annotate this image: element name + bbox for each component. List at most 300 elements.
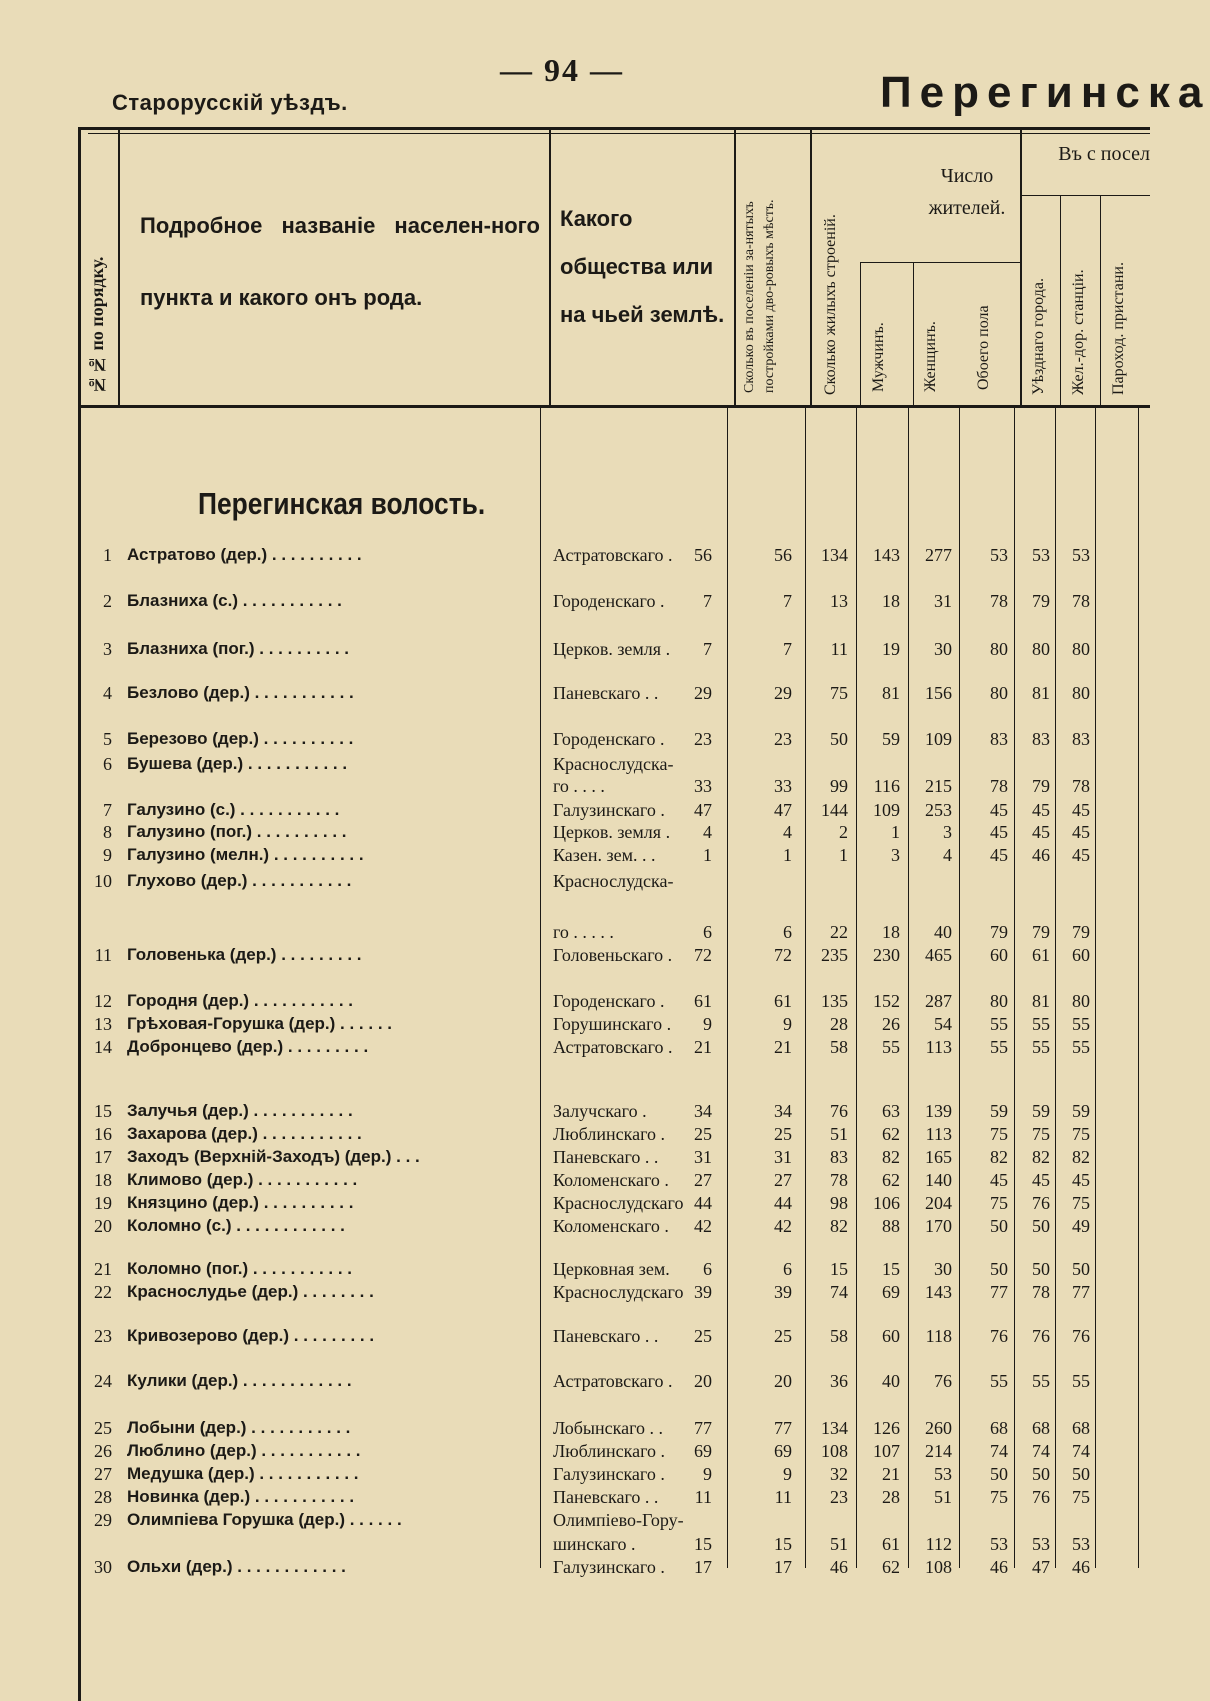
cell-t: 143 bbox=[925, 1282, 952, 1302]
row-number: 3 bbox=[103, 639, 112, 659]
cell-b: 15 bbox=[774, 1534, 792, 1554]
row-number: 19 bbox=[94, 1193, 112, 1213]
cell-b: 6 bbox=[783, 1259, 792, 1279]
col-header-buildings: Сколько жилыхъ строеній. bbox=[822, 214, 839, 395]
settlement-name: Бушева (дер.) . . . . . . . . . . . bbox=[127, 754, 348, 773]
society-name: Горушинскаго . bbox=[553, 1014, 672, 1034]
society-name: Краснослудскаго bbox=[553, 1282, 684, 1302]
cell-m: 2 bbox=[839, 822, 848, 842]
cell-b: 7 bbox=[783, 639, 792, 659]
cell-h: 56 bbox=[694, 545, 712, 565]
cell-c2: 75 bbox=[1032, 1124, 1050, 1144]
cell-b: 1 bbox=[783, 845, 792, 865]
col-header-society: Какого общества или на чьей землѣ. bbox=[560, 206, 725, 327]
cell-c1: 50 bbox=[990, 1464, 1008, 1484]
cell-c3: 80 bbox=[1072, 683, 1090, 703]
cell-b: 6 bbox=[783, 922, 792, 942]
cell-c3: 50 bbox=[1072, 1259, 1090, 1279]
cell-c1: 80 bbox=[990, 683, 1008, 703]
cell-c1: 55 bbox=[990, 1371, 1008, 1391]
cell-c1: 83 bbox=[990, 729, 1008, 749]
col-header-rail: Жел.-дор. станціи. bbox=[1070, 269, 1087, 395]
cell-b: 61 bbox=[774, 991, 792, 1011]
table-row bbox=[0, 544, 1150, 566]
settlement-name: Галузино (пог.) . . . . . . . . . . bbox=[127, 822, 347, 841]
table-row bbox=[0, 1325, 1150, 1347]
cell-w: 82 bbox=[882, 1147, 900, 1167]
table-row bbox=[0, 1486, 1150, 1508]
table-row bbox=[0, 1169, 1150, 1191]
row-number: 11 bbox=[94, 945, 112, 965]
cell-c3: 55 bbox=[1072, 1014, 1090, 1034]
table-row bbox=[0, 1013, 1150, 1035]
cell-c2: 45 bbox=[1032, 822, 1050, 842]
cell-w: 116 bbox=[873, 776, 900, 796]
row-number: 2 bbox=[103, 591, 112, 611]
society-name: Лобынскаго . . bbox=[553, 1418, 664, 1438]
society-name: Астратовскаго . bbox=[553, 545, 673, 565]
cell-t: 53 bbox=[934, 1464, 952, 1484]
cell-w: 152 bbox=[873, 991, 900, 1011]
cell-c1: 79 bbox=[990, 922, 1008, 942]
cell-c2: 81 bbox=[1032, 991, 1050, 1011]
cell-m: 99 bbox=[830, 776, 848, 796]
cell-c3: 45 bbox=[1072, 800, 1090, 820]
society-name: го . . . . . bbox=[553, 922, 614, 942]
row-number: 6 bbox=[103, 754, 112, 774]
society-name: Краснослудска- bbox=[553, 754, 674, 774]
cell-h: 27 bbox=[694, 1170, 712, 1190]
table-row bbox=[0, 870, 1150, 892]
cell-w: 126 bbox=[873, 1418, 900, 1438]
row-number: 21 bbox=[94, 1259, 112, 1279]
cell-b: 29 bbox=[774, 683, 792, 703]
society-name: Церковная зем. bbox=[553, 1259, 670, 1279]
cell-h: 1 bbox=[703, 845, 712, 865]
col-header-pier: Пароход. пристани. bbox=[1110, 262, 1127, 395]
row-number: 14 bbox=[94, 1037, 112, 1057]
cell-t: 139 bbox=[925, 1101, 952, 1121]
cell-c2: 83 bbox=[1032, 729, 1050, 749]
cell-c2: 46 bbox=[1032, 845, 1050, 865]
cell-h: 61 bbox=[694, 991, 712, 1011]
cell-m: 11 bbox=[830, 639, 848, 659]
row-number: 4 bbox=[103, 683, 112, 703]
cell-c3: 55 bbox=[1072, 1037, 1090, 1057]
cell-c3: 75 bbox=[1072, 1193, 1090, 1213]
cell-h: 20 bbox=[694, 1371, 712, 1391]
cell-c3: 80 bbox=[1072, 991, 1090, 1011]
cell-b: 17 bbox=[774, 1557, 792, 1577]
settlement-name: Грѣховая-Горушка (дер.) . . . . . . bbox=[127, 1014, 392, 1033]
cell-c1: 68 bbox=[990, 1418, 1008, 1438]
cell-b: 9 bbox=[783, 1014, 792, 1034]
cell-t: 140 bbox=[925, 1170, 952, 1190]
cell-t: 30 bbox=[934, 1259, 952, 1279]
row-number: 27 bbox=[94, 1464, 112, 1484]
cell-t: 113 bbox=[925, 1037, 952, 1057]
cell-c3: 75 bbox=[1072, 1124, 1090, 1144]
cell-m: 74 bbox=[830, 1282, 848, 1302]
cell-m: 13 bbox=[830, 591, 848, 611]
cell-c2: 50 bbox=[1032, 1216, 1050, 1236]
col-header-both: Обоего пола bbox=[975, 305, 992, 390]
settlement-name: Блазниха (пог.) . . . . . . . . . . bbox=[127, 639, 350, 658]
cell-w: 62 bbox=[882, 1124, 900, 1144]
cell-c1: 78 bbox=[990, 776, 1008, 796]
cell-h: 9 bbox=[703, 1464, 712, 1484]
settlement-name: Головенька (дер.) . . . . . . . . . bbox=[127, 945, 362, 964]
settlement-name: Безлово (дер.) . . . . . . . . . . . bbox=[127, 683, 354, 702]
cell-b: 33 bbox=[774, 776, 792, 796]
row-number: 5 bbox=[103, 729, 112, 749]
society-name: Коломенскаго . bbox=[553, 1170, 669, 1190]
settlement-name: Березово (дер.) . . . . . . . . . . bbox=[127, 729, 354, 748]
cell-w: 106 bbox=[873, 1193, 900, 1213]
cell-w: 28 bbox=[882, 1487, 900, 1507]
col-header-women: Женщинъ. bbox=[922, 321, 939, 392]
cell-m: 23 bbox=[830, 1487, 848, 1507]
cell-w: 3 bbox=[891, 845, 900, 865]
settlement-name: Глухово (дер.) . . . . . . . . . . . bbox=[127, 871, 352, 890]
cell-t: 112 bbox=[925, 1534, 952, 1554]
table-row bbox=[0, 990, 1150, 1012]
table-row bbox=[0, 1509, 1150, 1531]
cell-b: 44 bbox=[774, 1193, 792, 1213]
society-name: Городенскаго . bbox=[553, 991, 665, 1011]
cell-w: 40 bbox=[882, 1371, 900, 1391]
cell-c1: 45 bbox=[990, 845, 1008, 865]
row-number: 23 bbox=[94, 1326, 112, 1346]
table-row bbox=[0, 638, 1150, 660]
cell-h: 77 bbox=[694, 1418, 712, 1438]
cell-h: 47 bbox=[694, 800, 712, 820]
cell-t: 40 bbox=[934, 922, 952, 942]
cell-w: 107 bbox=[873, 1441, 900, 1461]
cell-c2: 53 bbox=[1032, 1534, 1050, 1554]
cell-h: 34 bbox=[694, 1101, 712, 1121]
cell-t: 156 bbox=[925, 683, 952, 703]
cell-c1: 50 bbox=[990, 1259, 1008, 1279]
section-title: Перегинская волость. bbox=[198, 486, 486, 521]
cell-b: 39 bbox=[774, 1282, 792, 1302]
table-row bbox=[0, 1533, 1150, 1555]
settlement-name: Князцино (дер.) . . . . . . . . . . bbox=[127, 1193, 354, 1212]
cell-c2: 68 bbox=[1032, 1418, 1050, 1438]
cell-m: 78 bbox=[830, 1170, 848, 1190]
row-number: 15 bbox=[94, 1101, 112, 1121]
cell-c2: 47 bbox=[1032, 1557, 1050, 1577]
cell-t: 287 bbox=[925, 991, 952, 1011]
cell-c2: 76 bbox=[1032, 1193, 1050, 1213]
col-header-households: Сколько въ поселеніи за-нятыхъ постройками дво-ровыхъ мѣстъ. bbox=[742, 199, 777, 393]
volost-running-title: Перегинска bbox=[880, 68, 1210, 117]
settlement-name: Люблино (дер.) . . . . . . . . . . . bbox=[127, 1441, 361, 1460]
cell-t: 3 bbox=[943, 822, 952, 842]
cell-b: 25 bbox=[774, 1124, 792, 1144]
cell-h: 42 bbox=[694, 1216, 712, 1236]
cell-c2: 79 bbox=[1032, 591, 1050, 611]
settlement-name: Лобыни (дер.) . . . . . . . . . . . bbox=[127, 1418, 351, 1437]
cell-t: 51 bbox=[934, 1487, 952, 1507]
cell-b: 34 bbox=[774, 1101, 792, 1121]
cell-c3: 80 bbox=[1072, 639, 1090, 659]
settlement-name: Добронцево (дер.) . . . . . . . . . bbox=[127, 1037, 369, 1056]
cell-m: 36 bbox=[830, 1371, 848, 1391]
cell-m: 144 bbox=[821, 800, 848, 820]
cell-t: 215 bbox=[925, 776, 952, 796]
cell-c3: 45 bbox=[1072, 822, 1090, 842]
cell-c2: 59 bbox=[1032, 1101, 1050, 1121]
society-name: Церков. земля . bbox=[553, 822, 671, 842]
cell-c3: 78 bbox=[1072, 591, 1090, 611]
cell-t: 253 bbox=[925, 800, 952, 820]
cell-m: 32 bbox=[830, 1464, 848, 1484]
cell-m: 76 bbox=[830, 1101, 848, 1121]
cell-m: 22 bbox=[830, 922, 848, 942]
cell-m: 75 bbox=[830, 683, 848, 703]
row-number: 26 bbox=[94, 1441, 112, 1461]
cell-c1: 80 bbox=[990, 639, 1008, 659]
cell-c3: 68 bbox=[1072, 1418, 1090, 1438]
cell-b: 27 bbox=[774, 1170, 792, 1190]
cell-m: 28 bbox=[830, 1014, 848, 1034]
cell-c2: 50 bbox=[1032, 1464, 1050, 1484]
society-name: Люблинскаго . bbox=[553, 1441, 665, 1461]
row-number: 29 bbox=[94, 1510, 112, 1530]
cell-c1: 77 bbox=[990, 1282, 1008, 1302]
cell-t: 109 bbox=[925, 729, 952, 749]
table-row bbox=[0, 799, 1150, 821]
cell-c2: 78 bbox=[1032, 1282, 1050, 1302]
col-group-residents: Число жителей. bbox=[928, 165, 1006, 219]
cell-c1: 45 bbox=[990, 800, 1008, 820]
cell-b: 56 bbox=[774, 545, 792, 565]
cell-c1: 75 bbox=[990, 1487, 1008, 1507]
cell-t: 31 bbox=[934, 591, 952, 611]
row-number: 18 bbox=[94, 1170, 112, 1190]
cell-w: 15 bbox=[882, 1259, 900, 1279]
society-name: Городенскаго . bbox=[553, 591, 665, 611]
row-number: 9 bbox=[103, 845, 112, 865]
cell-b: 7 bbox=[783, 591, 792, 611]
cell-c3: 60 bbox=[1072, 945, 1090, 965]
cell-c2: 45 bbox=[1032, 800, 1050, 820]
cell-c2: 76 bbox=[1032, 1487, 1050, 1507]
cell-m: 82 bbox=[830, 1216, 848, 1236]
settlement-name: Кривозерово (дер.) . . . . . . . . . bbox=[127, 1326, 375, 1345]
cell-t: 108 bbox=[925, 1557, 952, 1577]
cell-c1: 45 bbox=[990, 1170, 1008, 1190]
cell-h: 33 bbox=[694, 776, 712, 796]
cell-h: 11 bbox=[694, 1487, 712, 1507]
society-name: Галузинскаго . bbox=[553, 1557, 665, 1577]
cell-c1: 45 bbox=[990, 822, 1008, 842]
society-name: Краснослудскаго bbox=[553, 1193, 684, 1213]
society-name: Городенскаго . bbox=[553, 729, 665, 749]
cell-c1: 75 bbox=[990, 1193, 1008, 1213]
cell-t: 277 bbox=[925, 545, 952, 565]
society-name: Залучскаго . bbox=[553, 1101, 647, 1121]
cell-m: 98 bbox=[830, 1193, 848, 1213]
col-header-town: Уѣзднаго города. bbox=[1030, 278, 1047, 395]
cell-c1: 53 bbox=[990, 1534, 1008, 1554]
cell-c2: 81 bbox=[1032, 683, 1050, 703]
cell-h: 4 bbox=[703, 822, 712, 842]
cell-c3: 55 bbox=[1072, 1371, 1090, 1391]
settlement-name: Новинка (дер.) . . . . . . . . . . . bbox=[127, 1487, 355, 1506]
cell-m: 51 bbox=[830, 1124, 848, 1144]
cell-c1: 53 bbox=[990, 545, 1008, 565]
cell-m: 46 bbox=[830, 1557, 848, 1577]
cell-w: 55 bbox=[882, 1037, 900, 1057]
society-name: Краснослудска- bbox=[553, 871, 674, 891]
cell-c3: 78 bbox=[1072, 776, 1090, 796]
cell-w: 109 bbox=[873, 800, 900, 820]
cell-c3: 74 bbox=[1072, 1441, 1090, 1461]
cell-t: 4 bbox=[943, 845, 952, 865]
cell-h: 7 bbox=[703, 591, 712, 611]
cell-c2: 76 bbox=[1032, 1326, 1050, 1346]
settlement-name: Блазниха (с.) . . . . . . . . . . . bbox=[127, 591, 342, 610]
society-name: Олимпіево-Гору- bbox=[553, 1510, 684, 1530]
cell-c1: 82 bbox=[990, 1147, 1008, 1167]
cell-c3: 76 bbox=[1072, 1326, 1090, 1346]
col-group-distance: Въ с посел bbox=[1058, 143, 1150, 165]
col-header-men: Мужчинъ. bbox=[870, 322, 887, 392]
row-number: 12 bbox=[94, 991, 112, 1011]
cell-w: 61 bbox=[882, 1534, 900, 1554]
society-name: Галузинскаго . bbox=[553, 800, 665, 820]
cell-t: 214 bbox=[925, 1441, 952, 1461]
society-name: Паневскаго . . bbox=[553, 1326, 659, 1346]
cell-c1: 55 bbox=[990, 1014, 1008, 1034]
table-row bbox=[0, 1146, 1150, 1168]
cell-w: 143 bbox=[873, 545, 900, 565]
row-number: 10 bbox=[94, 871, 112, 891]
cell-t: 113 bbox=[925, 1124, 952, 1144]
cell-c1: 78 bbox=[990, 591, 1008, 611]
cell-m: 135 bbox=[821, 991, 848, 1011]
cell-w: 21 bbox=[882, 1464, 900, 1484]
cell-m: 15 bbox=[830, 1259, 848, 1279]
cell-c1: 50 bbox=[990, 1216, 1008, 1236]
table-row bbox=[0, 753, 1150, 775]
table-row bbox=[0, 775, 1150, 797]
table-row bbox=[0, 1417, 1150, 1439]
cell-h: 29 bbox=[694, 683, 712, 703]
cell-h: 6 bbox=[703, 1259, 712, 1279]
settlement-name: Олимпіева Горушка (дер.) . . . . . . bbox=[127, 1510, 402, 1529]
cell-c3: 83 bbox=[1072, 729, 1090, 749]
cell-h: 44 bbox=[694, 1193, 712, 1213]
cell-c3: 45 bbox=[1072, 1170, 1090, 1190]
settlement-name: Галузино (мелн.) . . . . . . . . . . bbox=[127, 845, 364, 864]
cell-w: 69 bbox=[882, 1282, 900, 1302]
cell-h: 25 bbox=[694, 1124, 712, 1144]
row-number: 13 bbox=[94, 1014, 112, 1034]
row-number: 20 bbox=[94, 1216, 112, 1236]
cell-t: 165 bbox=[925, 1147, 952, 1167]
row-number: 17 bbox=[94, 1147, 112, 1167]
row-number: 8 bbox=[103, 822, 112, 842]
cell-c2: 45 bbox=[1032, 1170, 1050, 1190]
cell-c1: 75 bbox=[990, 1124, 1008, 1144]
cell-m: 235 bbox=[821, 945, 848, 965]
society-name: Коломенскаго . bbox=[553, 1216, 669, 1236]
table-row bbox=[0, 1192, 1150, 1214]
cell-c3: 53 bbox=[1072, 545, 1090, 565]
cell-c2: 55 bbox=[1032, 1037, 1050, 1057]
cell-t: 118 bbox=[925, 1326, 952, 1346]
cell-c1: 55 bbox=[990, 1037, 1008, 1057]
cell-c3: 45 bbox=[1072, 845, 1090, 865]
cell-h: 6 bbox=[703, 922, 712, 942]
cell-c1: 59 bbox=[990, 1101, 1008, 1121]
table-row bbox=[0, 1258, 1150, 1280]
cell-w: 18 bbox=[882, 922, 900, 942]
cell-w: 1 bbox=[891, 822, 900, 842]
settlement-name: Галузино (с.) . . . . . . . . . . . bbox=[127, 800, 340, 819]
cell-c1: 46 bbox=[990, 1557, 1008, 1577]
cell-b: 47 bbox=[774, 800, 792, 820]
cell-w: 63 bbox=[882, 1101, 900, 1121]
society-name: Паневскаго . . bbox=[553, 1487, 659, 1507]
cell-w: 62 bbox=[882, 1557, 900, 1577]
settlement-name: Коломно (с.) . . . . . . . . . . . . bbox=[127, 1216, 345, 1235]
cell-m: 50 bbox=[830, 729, 848, 749]
cell-t: 76 bbox=[934, 1371, 952, 1391]
settlement-name: Городня (дер.) . . . . . . . . . . . bbox=[127, 991, 354, 1010]
cell-b: 9 bbox=[783, 1464, 792, 1484]
table-row bbox=[0, 1036, 1150, 1058]
settlement-name: Коломно (пог.) . . . . . . . . . . . bbox=[127, 1259, 353, 1278]
cell-b: 42 bbox=[774, 1216, 792, 1236]
cell-t: 204 bbox=[925, 1193, 952, 1213]
row-number: 30 bbox=[94, 1557, 112, 1577]
cell-h: 7 bbox=[703, 639, 712, 659]
cell-w: 230 bbox=[873, 945, 900, 965]
cell-t: 30 bbox=[934, 639, 952, 659]
cell-h: 31 bbox=[694, 1147, 712, 1167]
row-number: 16 bbox=[94, 1124, 112, 1144]
society-name: шинскаго . bbox=[553, 1534, 636, 1554]
cell-c2: 79 bbox=[1032, 776, 1050, 796]
cell-t: 260 bbox=[925, 1418, 952, 1438]
cell-c2: 53 bbox=[1032, 545, 1050, 565]
cell-c2: 82 bbox=[1032, 1147, 1050, 1167]
cell-c3: 46 bbox=[1072, 1557, 1090, 1577]
cell-b: 72 bbox=[774, 945, 792, 965]
cell-w: 59 bbox=[882, 729, 900, 749]
cell-b: 25 bbox=[774, 1326, 792, 1346]
society-name: Паневскаго . . bbox=[553, 683, 659, 703]
cell-c1: 76 bbox=[990, 1326, 1008, 1346]
society-name: Церков. земля . bbox=[553, 639, 671, 659]
settlement-name: Краснослудье (дер.) . . . . . . . . bbox=[127, 1282, 374, 1301]
cell-h: 23 bbox=[694, 729, 712, 749]
cell-c1: 74 bbox=[990, 1441, 1008, 1461]
table-row bbox=[0, 1123, 1150, 1145]
row-number: 25 bbox=[94, 1418, 112, 1438]
table-row bbox=[0, 728, 1150, 750]
row-number: 28 bbox=[94, 1487, 112, 1507]
table-row bbox=[0, 1440, 1150, 1462]
table-row bbox=[0, 1463, 1150, 1485]
cell-w: 19 bbox=[882, 639, 900, 659]
cell-c3: 77 bbox=[1072, 1282, 1090, 1302]
cell-c2: 55 bbox=[1032, 1014, 1050, 1034]
